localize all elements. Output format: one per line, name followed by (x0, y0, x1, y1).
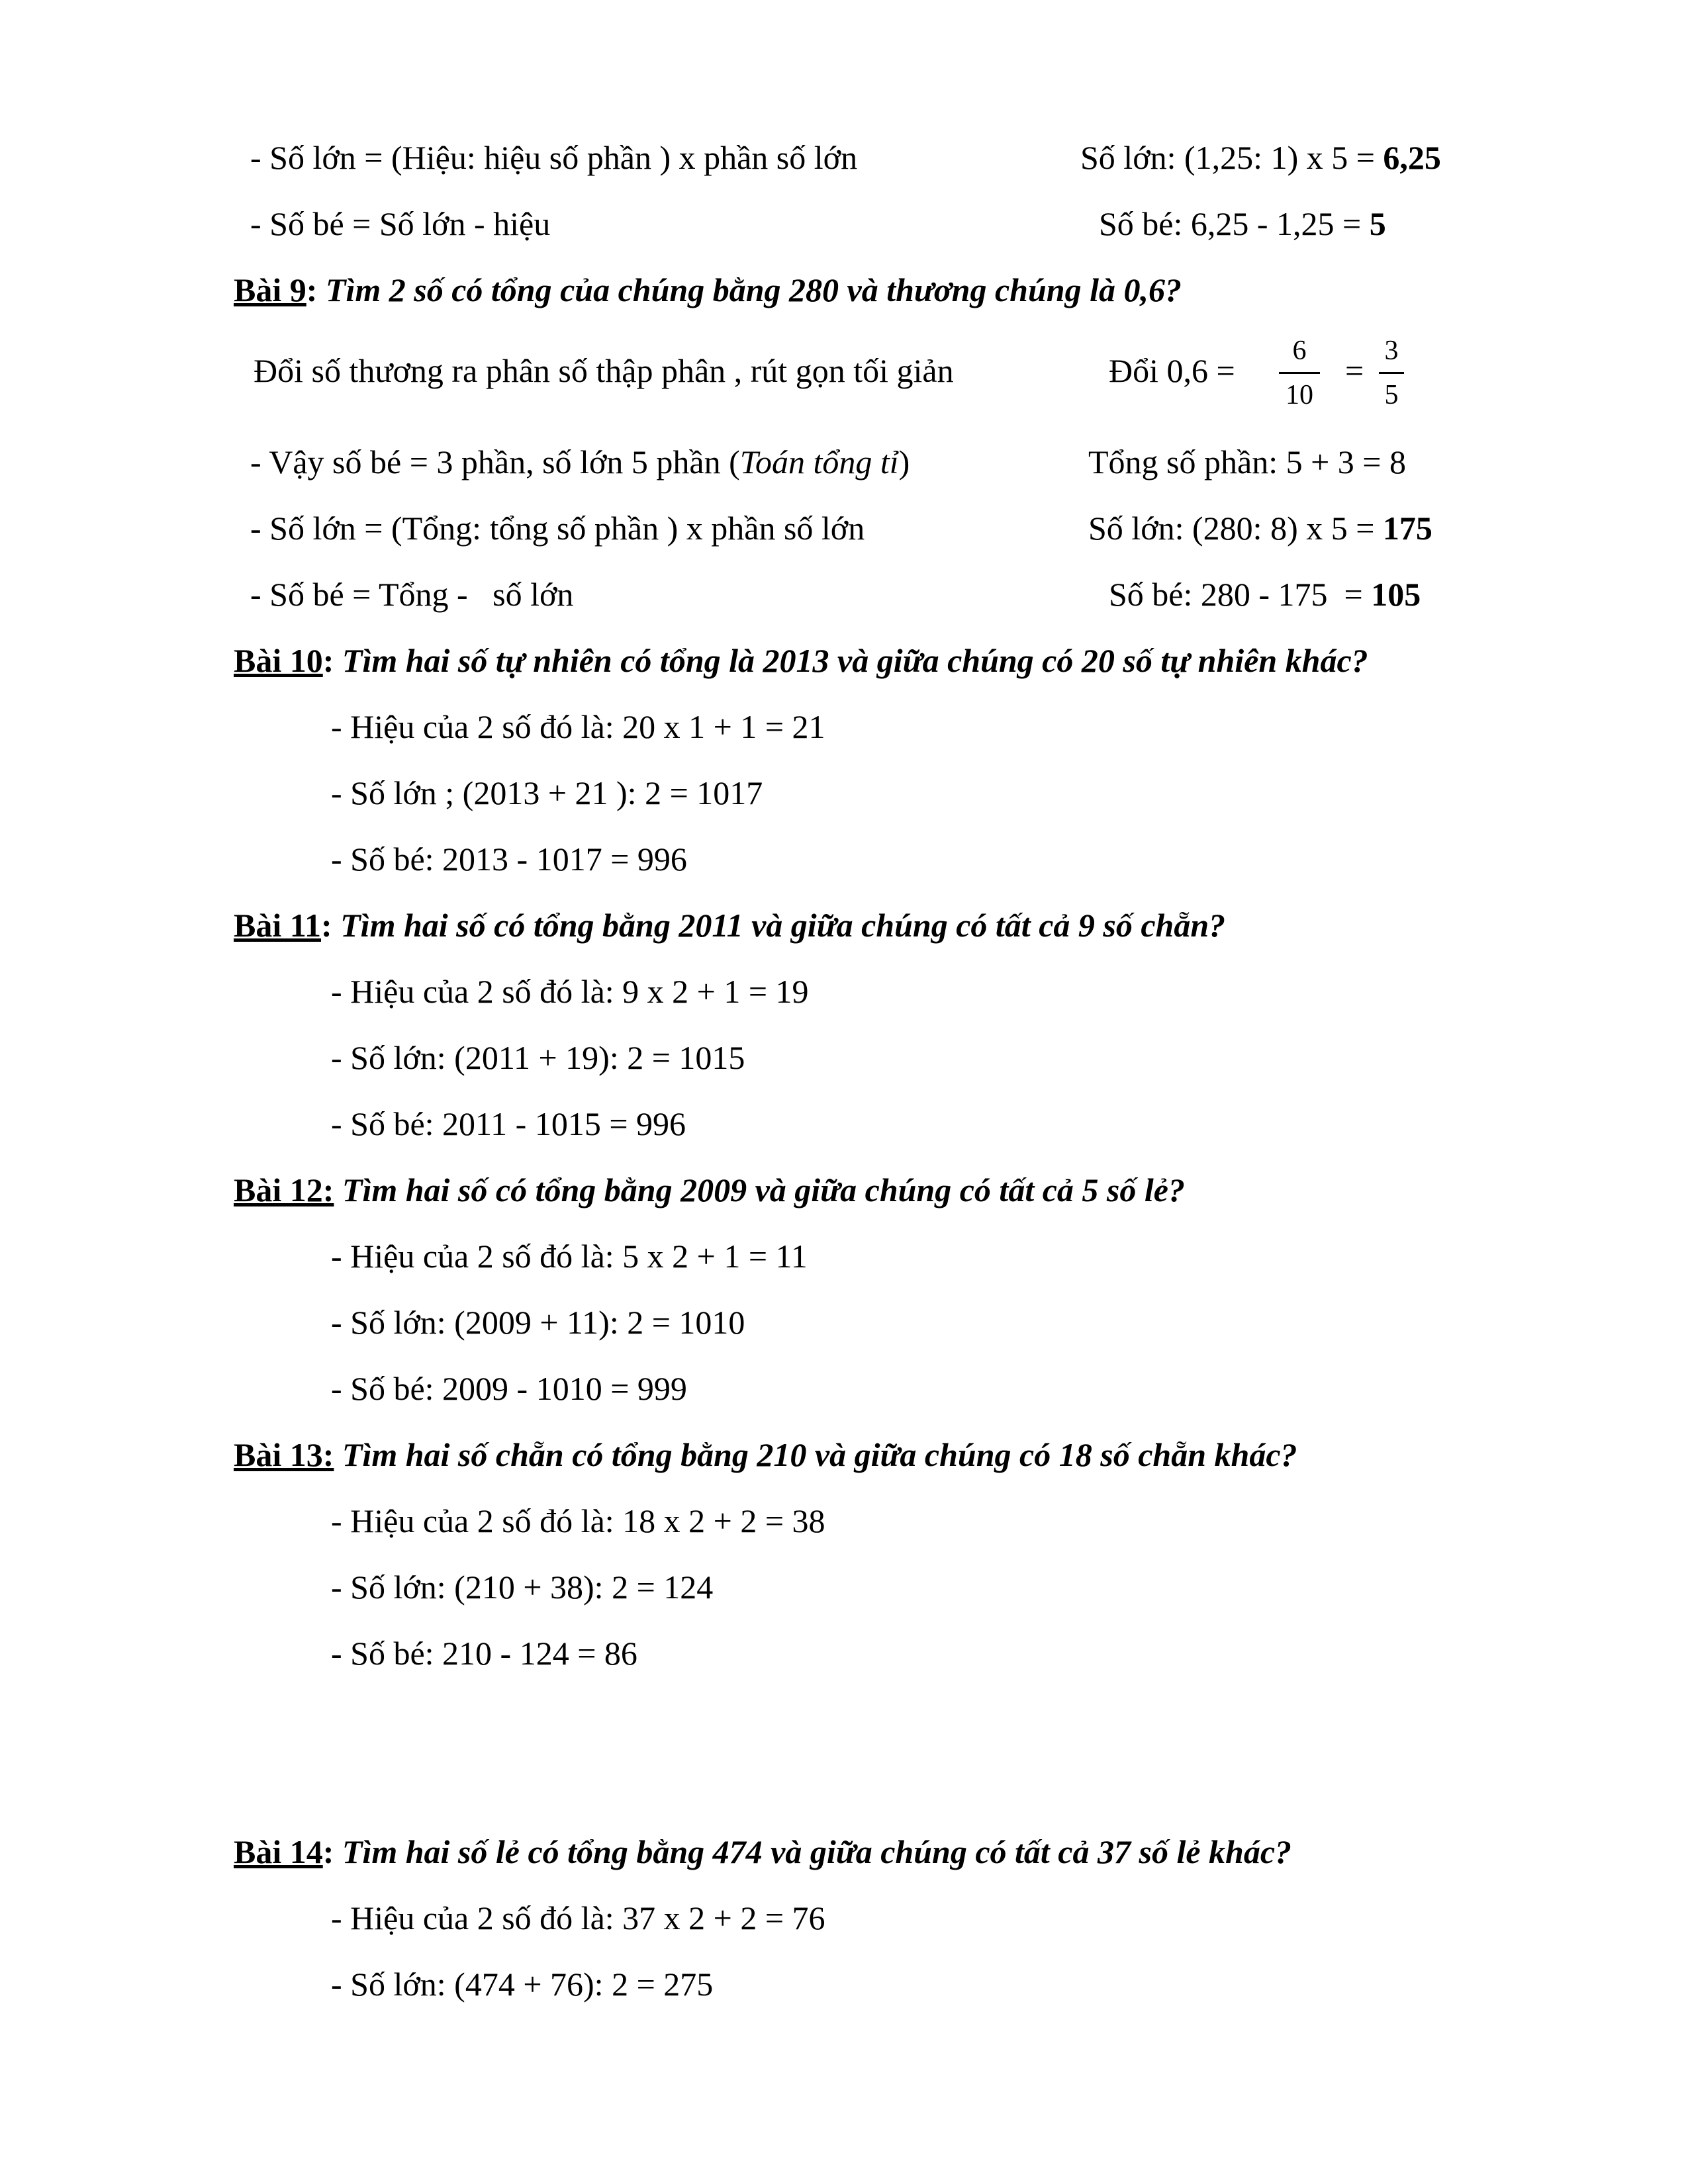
bai9-question: Tìm 2 số có tổng của chúng bằng 280 và thương chúng là 0,6? (325, 271, 1182, 308)
frac2-bar (1379, 372, 1404, 374)
bai12-title (234, 1170, 1185, 1210)
bai9-step2-text-a: - Vậy số bé = 3 phần, số lớn 5 phần ( (250, 443, 740, 480)
bai11-line-3: - Số bé: 2011 - 1015 = 996 (331, 1105, 686, 1142)
bai9-step3-right (1088, 508, 1432, 548)
bai10-question: Tìm hai số tự nhiên có tổng là 2013 và giữa chúng có 20 số tự nhiên khác? (342, 642, 1368, 679)
bai10-title (234, 641, 1368, 680)
fraction-3-over-5 (1379, 334, 1404, 412)
bai9-equals: = (1345, 352, 1364, 389)
bai10-line-2: - Số lớn ; (2013 + 21 ): 2 = 1017 (331, 774, 763, 811)
bai12-line-3: - Số bé: 2009 - 1010 = 999 (331, 1370, 687, 1407)
top-line-2-right (1099, 204, 1386, 244)
bai11-title (234, 905, 1225, 945)
bai9-step2-left (250, 442, 910, 482)
bai12-line-1: - Hiệu của 2 số đó là: 5 x 2 + 1 = 11 (331, 1238, 808, 1275)
top-line-2-right-expr: Số bé: 6,25 - 1,25 = (1099, 205, 1370, 242)
bai9-step4-result: 105 (1371, 576, 1421, 613)
bai11-colon: : (320, 907, 341, 944)
top-line-2-result: 5 (1369, 205, 1386, 242)
bai9-step2-italic: Toán tổng tỉ (739, 443, 899, 480)
top-line-1-left: - Số lớn = (Hiệu: hiệu số phần ) x phần số lớn (250, 139, 858, 176)
fraction-6-over-10 (1279, 334, 1320, 412)
bai9-step4-right (1109, 574, 1421, 614)
bai9-step1-left: Đổi số thương ra phân số thập phân , rút gọn tối giản (254, 352, 954, 389)
bai14-line-2: - Số lớn: (474 + 76): 2 = 275 (331, 1966, 714, 2003)
bai12-line-2: - Số lớn: (2009 + 11): 2 = 1010 (331, 1304, 745, 1341)
bai14-label: Bài 14 (234, 1833, 323, 1870)
bai14-question: Tìm hai số lẻ có tổng bằng 474 và giữa chúng có tất cả 37 số lẻ khác? (342, 1833, 1292, 1870)
bai9-title (234, 270, 1182, 310)
top-line-2-left: - Số bé = Số lớn - hiệu (250, 205, 551, 242)
bai9-step3-left: - Số lớn = (Tổng: tổng số phần ) x phần số lớn (250, 510, 865, 547)
bai9-step3-expr: Số lớn: (280: 8) x 5 = (1088, 510, 1383, 547)
bai9-colon: : (306, 271, 326, 308)
bai14-colon: : (322, 1833, 342, 1870)
bai9-step4-left: - Số bé = Tổng - số lớn (250, 576, 574, 613)
bai10-line-1: - Hiệu của 2 số đó là: 20 x 1 + 1 = 21 (331, 708, 825, 745)
frac1-denominator: 10 (1286, 380, 1313, 410)
bai11-line-2: - Số lớn: (2011 + 19): 2 = 1015 (331, 1039, 745, 1076)
bai14-title (234, 1832, 1291, 1872)
bai9-step3-result: 175 (1382, 510, 1432, 547)
frac2-denominator: 5 (1384, 380, 1399, 410)
bai13-colon (334, 1436, 342, 1473)
top-line-1-right (1080, 138, 1441, 177)
bai13-label: Bài 13: (234, 1436, 334, 1473)
frac2-numerator: 3 (1384, 336, 1399, 366)
bai13-question: Tìm hai số chẵn có tổng bằng 210 và giữa chúng có 18 số chẵn khác? (342, 1436, 1297, 1473)
bai14-line-1: - Hiệu của 2 số đó là: 37 x 2 + 2 = 76 (331, 1899, 825, 1936)
bai11-question: Tìm hai số có tổng bằng 2011 và giữa chúng có tất cả 9 số chẵn? (340, 907, 1226, 944)
bai9-step1-right: Đổi 0,6 = (1109, 352, 1235, 389)
bai9-step2-text-b: ) (898, 443, 910, 480)
bai10-label: Bài 10 (234, 642, 323, 679)
bai13-line-2: - Số lớn: (210 + 38): 2 = 124 (331, 1569, 714, 1606)
bai10-colon: : (322, 642, 342, 679)
top-line-1-right-expr: Số lớn: (1,25: 1) x 5 = (1080, 139, 1383, 176)
top-line-1-result: 6,25 (1383, 139, 1441, 176)
bai9-step2-right: Tổng số phần: 5 + 3 = 8 (1088, 443, 1406, 480)
frac1-numerator: 6 (1292, 336, 1307, 366)
bai11-line-1: - Hiệu của 2 số đó là: 9 x 2 + 1 = 19 (331, 973, 809, 1010)
bai10-line-3: - Số bé: 2013 - 1017 = 996 (331, 841, 687, 878)
bai13-line-3: - Số bé: 210 - 124 = 86 (331, 1635, 637, 1672)
bai9-step4-expr: Số bé: 280 - 175 = (1109, 576, 1372, 613)
bai9-label: Bài 9 (234, 271, 306, 308)
bai11-label: Bài 11 (234, 907, 321, 944)
bai13-title (234, 1435, 1297, 1475)
bai12-question: Tìm hai số có tổng bằng 2009 và giữa chúng có tất cả 5 số lẻ? (342, 1171, 1185, 1208)
frac1-bar (1279, 372, 1320, 374)
bai12-label: Bài 12: (234, 1171, 334, 1208)
bai13-line-1: - Hiệu của 2 số đó là: 18 x 2 + 2 = 38 (331, 1502, 825, 1539)
bai12-colon (334, 1171, 342, 1208)
